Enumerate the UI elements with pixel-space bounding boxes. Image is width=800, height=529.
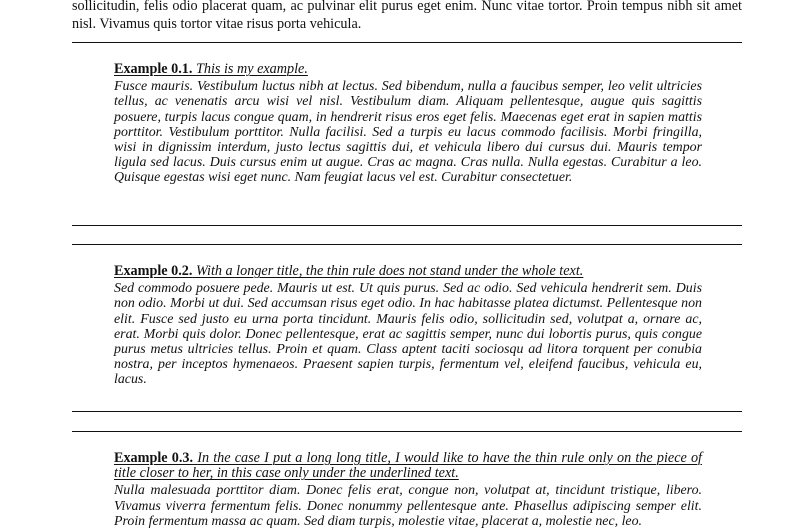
intro-paragraph: sollicitudin, felis odio placerat quam, ac pulvinar elit purus eget enim. Nunc vitae tortor. Proin tempus nibh sit amet nisl. Vivamus quis tortor vitae risus porta vehicula. bbox=[72, 0, 742, 32]
example-2-label: Example 0.2. bbox=[114, 263, 193, 279]
example-3 bbox=[114, 451, 702, 529]
example-3-body: Nulla malesuada porttitor diam. Donec felis erat, congue non, volutpat at, tincidunt tristique, libero. Vivamus viverra fermentum felis. Donec nonummy pellentesque ante. Phasellus adipiscing semper elit. Proin fermentum massa ac quam. Sed diam turpis, molestie vitae, placerat a, molestie nec, leo. bbox=[114, 483, 702, 529]
example-3-underlined-heading bbox=[114, 450, 702, 481]
example-1 bbox=[114, 62, 702, 186]
example-3-title: In the case I put a long long title, I would like to have the thin rule only on the piece of title closer to her, in this case only under the underlined text. bbox=[114, 450, 702, 482]
example-2-title: With a longer title, the thin rule does not stand under the whole text. bbox=[195, 263, 584, 279]
example-2-heading bbox=[114, 264, 702, 279]
example-1-title: This is my example. bbox=[195, 61, 308, 77]
example-1-underlined-heading bbox=[114, 61, 308, 77]
example-3-label: Example 0.3. bbox=[114, 450, 194, 466]
example-1-top-rule bbox=[72, 42, 742, 43]
example-3-heading bbox=[114, 451, 702, 481]
example-2-body: Sed commodo posuere pede. Mauris ut est. Ut quis purus. Sed ac odio. Sed vehicula hendrerit sem. Duis non odio. Morbi ut dui. Sed accumsan risus eget odio. In hac habitasse platea dictumst. Pellentesque non elit. Fusce sed justo eu urna porta tincidunt. Mauris felis odio, sollicitudin sed, volutpat a, ornare ac, erat. Morbi quis dolor. Donec pellentesque, erat ac sagittis semper, nunc dui lobortis purus, quis congue purus metus ultricies tellus. Proin et quam. Class aptent taciti sociosqu ad litora torquent per conubia nostra, per inceptos hymenaeos. Praesent sapien turpis, fermentum vel, eleifend faucibus, vehicula eu, lacus. bbox=[114, 281, 702, 388]
example-2-top-rule bbox=[72, 244, 742, 245]
example-2-bottom-rule bbox=[72, 411, 742, 412]
example-3-top-rule bbox=[72, 431, 742, 432]
example-1-label: Example 0.1. bbox=[114, 61, 193, 77]
example-2 bbox=[114, 264, 702, 388]
example-1-body: Fusce mauris. Vestibulum luctus nibh at lectus. Sed bibendum, nulla a faucibus semper, leo velit ultricies tellus, ac venenatis arcu wisi vel nisl. Vestibulum diam. Aliquam pellentesque, augue quis sagittis posuere, turpis lacus congue quam, in hendrerit risus eros eget felis. Maecenas eget erat in sapien mattis porttitor. Vestibulum porttitor. Nulla facilisi. Sed a turpis eu lacus commodo facilisis. Morbi fringilla, wisi in dignissim interdum, justo lectus sagittis dui, et vehicula libero dui cursus dui. Mauris tempor ligula sed lacus. Duis cursus enim ut augue. Cras ac magna. Cras nulla. Nulla egestas. Curabitur a leo. Quisque egestas wisi eget nunc. Nam feugiat lacus vel est. Curabitur consectetuer. bbox=[114, 79, 702, 186]
example-1-bottom-rule bbox=[72, 225, 742, 226]
example-1-heading bbox=[114, 62, 702, 77]
example-2-underlined-heading bbox=[114, 263, 583, 279]
